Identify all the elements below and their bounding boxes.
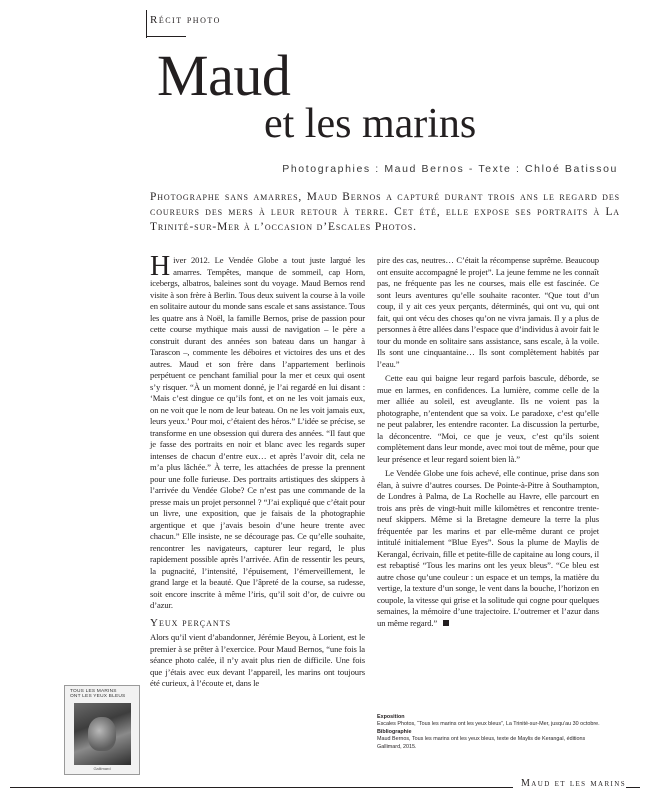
book-cover-photo: [74, 703, 131, 765]
info-label-exhibition: Exposition: [377, 714, 405, 720]
header-rule-horizontal: [146, 36, 186, 37]
paragraph: Hiver 2012. Le Vendée Globe a tout juste largué les amarres. Tempêtes, manque de sommeil, cap Horn, icebergs, albatros, baleines sont du voyage. Maud Bernos rend visite à son frère à Berlin. Tous deux suivent la course à la voile en solitaire autour du monde sans escale et sans assistance. Tous les quatre ans à Noël, la famille Bernos, prise de passion pour cette course mythique mais aussi de navigation – le père a construit durant des années son bateau dans un hangar à Tarascon –, commente les déboires et victoires des uns et des autres. Maud et son frère dans l’appartement berlinois perpétuent ce penchant familial pour la mer et ceux qui osent s’y risquer. “À un moment donné, je l’ai regardé en lui disant : ‘Mais c’est dingue ce qu’ils font, et on ne les voit jamais eux, on ne voit que le nom de leur bateau. On ne les voit jamais eux, leurs yeux.’ Pour moi, c’étaient des héros.” L’idée se précise, se transforme en une obsession qui durera des années. “Il faut que je fasse des portraits en noir et blanc avec les regards super intenses de chacun d’entre eux… et après l’avoir dit, cela ne m’a plus lâchée.” À terre, les attachées de presse la prennent pour une folle furieuse. Des portraits artistiques des skippers à l’arrivée du Vendée Globe? Ce n’est pas une commande de la presse mais un projet personnel ? “J’ai expliqué que c’était pour un livre, une exposition, que je faisais de la photographie argentique et que j’avais besoin d’une heure trente avec chacun.” Elle insiste, ne se décourage pas. Ce qu’elle souhaite, rencontrer les navigateurs, capturer leur regard, le plus rapidement possible après l’arrivée. Afin de ressentir les peurs, la pugnacité, l’intensité, l’épuisement, l’émerveillement, le grand large et la beauté. Que l’âpreté de la course, sa rudesse, soit encore inscrite à même l’iris, qu’il soit d’or, de cuivre ou d’azur.: [150, 251, 365, 610]
end-mark-icon: [443, 620, 449, 626]
paragraph: Alors qu’il vient d’abandonner, Jérémie Beyou, à Lorient, est le premier à se prêter à l’exercice. Pour Maud Bernos, “une fois la séance photo calée, il n’y avait plus rien de difficile. Une fois que j’étais avec eux devant l’appareil, les marins ont toujours été curieux, à l’écoute et, dans le: [150, 632, 365, 688]
info-text-bibliography: Maud Bernos, Tous les marins ont les yeux bleus, texte de Maylis de Kerangal, éditions Gallimard, 2015.: [377, 736, 586, 750]
info-box: [377, 714, 607, 751]
info-label-bibliography: Bibliographie: [377, 728, 412, 735]
drop-cap: H: [150, 251, 171, 282]
book-cover-image: [64, 685, 140, 775]
subheading: Yeux perçants: [150, 616, 232, 629]
paragraph: Le Vendée Globe une fois achevé, elle continue, prise dans son élan, à suivre d’autres courses. De Pointe-à-Pitre à Southampton, de Londres à Palma, de La Rochelle au Havre, elle parcourt en trois ans près de vingt-huit mille kilomètres et rencontre trente-neuf skippers. Même si la Bretagne demeure la terre la plus fréquentée par les marins et par elle-même durant ce projet intitulé initialement “Blue Eyes”. Sous la plume de Maylis de Kerangal, écrivain, fille et petite-fille de capitaine au long cours, il est rebaptisé “Tous les marins ont les yeux bleus”. “Ce bleu est autre chose qu’une couleur : un espace et un temps, la matière du vertige, la texture d’un songe, le vent dans la bouche, l’horizon en coupole, la vitesse qui grise et la solitude qui cogne pour quelques semaines, la mémoire d’une trajectoire. L’outremer et l’azur dans un même regard.”: [377, 468, 599, 628]
running-footer: Maud et les marins: [513, 778, 626, 789]
title-line-1: Maud: [157, 43, 291, 108]
intro-standfirst: Photographe sans amarres, Maud Bernos a capturé durant trois ans le regard des coureurs des mers à leur retour à terre. Cet été, elle expose ses portraits à La Trinité-sur-Mer à l’occasion d’Escales Photos.: [150, 191, 620, 233]
paragraph: pire des cas, neutres… C’était la récompense suprême. Beaucoup ont ensuite accompagné le projet”. La jeune femme ne les connaît pas, ne fréquente pas les ne courses, mais elle est fascinée. Ce sont leurs aventures qu’elle souhaite raconter. “Que tout d’un coup, il y ait ces yeux perçants, déterminés, qui ont vu, qui ont fait, qui ont vécu des choses qu’on ne vivra jamais. Il y a plus de personnes à être allées dans l’espace que d’individus à avoir fait le tour du monde en solitaire sans assistance, sans escale, à la voile. Ils sont une cinquantaine… Ils sont complètement habités par l’eau.”: [377, 255, 599, 369]
book-cover-title: TOUS LES MARINS ONT LES YEUX BLEUS: [70, 689, 126, 700]
section-tag: Récit photo: [150, 14, 221, 26]
header-rule-vertical: [146, 10, 147, 38]
paragraph: Cette eau qui baigne leur regard parfois bascule, déborde, se mue en larmes, en confidences. La lumière, comme celle de la mer alliée au soleil, est aveuglante. Ils ne voient pas la photographe, n’entendent que sa voix. Le paradoxe, c’est qu’elle ne peut palabrer, les entendre raconter. La discussion la perturbe, la déconcentre. “Moi, ce que je veux, c’est qu’ils soient complètement dans leur monde, avec moi tout de même, pour que leur présence et leur regard soient bien là.”: [377, 373, 599, 464]
portrait-face-icon: [88, 717, 116, 751]
article-column-2: [377, 255, 599, 632]
info-text-exhibition: Escales Photos, “Tous les marins ont les yeux bleus”, La Trinité-sur-Mer, jusqu’au 30 octobre.: [377, 721, 600, 728]
book-cover-publisher: Gallimard: [93, 766, 111, 771]
article-column-1: [150, 251, 365, 693]
title-line-2: et les marins: [264, 101, 477, 147]
byline: Photographies : Maud Bernos - Texte : Chloé Batissou: [282, 163, 618, 175]
